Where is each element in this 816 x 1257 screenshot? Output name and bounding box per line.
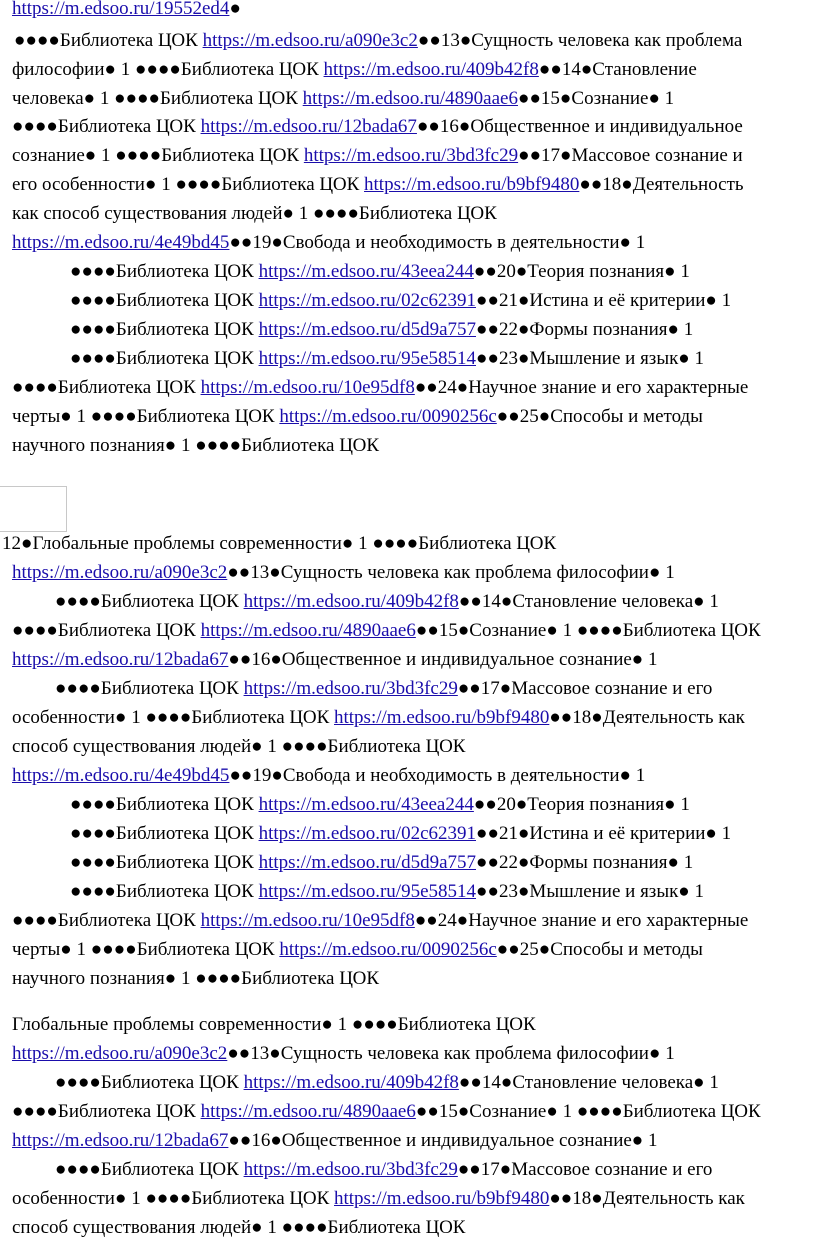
text-run: ●●17●Массовое сознание и (518, 145, 743, 166)
text-run: ●●13●Сущность человека как проблема философии● 1 (227, 562, 675, 583)
text-run: ●●25●Способы и методы (496, 406, 703, 427)
resource-link[interactable]: https://m.edsoo.ru/3bd3fc29 (303, 145, 519, 166)
resource-link[interactable]: https://m.edsoo.ru/d5d9a757 (258, 852, 476, 873)
text-line (0, 848, 816, 877)
text-run: ●●14●Становление человека● 1 (458, 591, 719, 612)
text-line (0, 199, 816, 228)
resource-link[interactable]: https://m.edsoo.ru/12bada67 (200, 116, 417, 137)
text-run: ●●22●Формы познания● 1 (476, 852, 694, 873)
resource-link[interactable]: https://m.edsoo.ru/19552ed4 (12, 0, 230, 19)
text-run: философии● 1 ●●●●Библиотека ЦОК (12, 59, 324, 80)
text-run: ●●15●Сознание● 1 ●●●●Библиотека ЦОК (415, 620, 761, 641)
text-line (0, 1126, 816, 1155)
resource-link[interactable]: https://m.edsoo.ru/4890aae6 (302, 88, 518, 109)
text-line (0, 935, 816, 964)
text-line (0, 819, 816, 848)
text-run: ●●●●Библиотека ЦОК (14, 30, 203, 51)
text-line (0, 170, 816, 199)
resource-link[interactable]: https://m.edsoo.ru/b9bf9480 (334, 707, 550, 728)
resource-link[interactable]: https://m.edsoo.ru/3bd3fc29 (243, 678, 458, 699)
text-run: ●●24●Научное знание и его характерные (414, 910, 749, 931)
text-run: ●●●●Библиотека ЦОК (12, 620, 201, 641)
text-line (0, 1039, 816, 1068)
text-run: ●●23●Мышление и язык● 1 (476, 881, 705, 902)
text-run: ●●25●Способы и методы (496, 939, 703, 960)
text-line (0, 587, 816, 616)
text-run: 12●Глобальные проблемы современности● 1 ●●●●Библиотека ЦОК (2, 533, 557, 554)
text-line (0, 761, 816, 790)
text-line (0, 1184, 816, 1213)
text-line (0, 732, 816, 761)
resource-link[interactable]: https://m.edsoo.ru/409b42f8 (243, 591, 459, 612)
text-run: научного познания● 1 ●●●●Библиотека ЦОК (12, 968, 380, 989)
resource-link[interactable]: https://m.edsoo.ru/43eea244 (258, 261, 474, 282)
text-run: ●●16●Общественное и индивидуальное (416, 116, 743, 137)
resource-link[interactable]: https://m.edsoo.ru/95e58514 (258, 348, 476, 369)
resource-link[interactable]: https://m.edsoo.ru/43eea244 (258, 794, 474, 815)
text-run: ●●●●Библиотека ЦОК (12, 910, 201, 931)
text-run: ●●●●Библиотека ЦОК (70, 319, 259, 340)
text-line (0, 344, 816, 373)
text-run: ●●●●Библиотека ЦОК (55, 591, 244, 612)
text-run: ●●14●Становление (538, 59, 697, 80)
resource-link[interactable]: https://m.edsoo.ru/4e49bd45 (12, 765, 230, 786)
resource-link[interactable]: https://m.edsoo.ru/0090256c (279, 939, 497, 960)
resource-link[interactable]: https://m.edsoo.ru/409b42f8 (323, 59, 539, 80)
text-line (0, 55, 816, 84)
text-run: ●●21●Истина и её критерии● 1 (476, 290, 732, 311)
text-line (0, 558, 816, 587)
text-run: человека● 1 ●●●●Библиотека ЦОК (12, 88, 303, 109)
text-run: ●●13●Сущность человека как проблема (417, 30, 743, 51)
text-line (0, 228, 816, 257)
text-line (0, 26, 816, 55)
text-line (0, 703, 816, 732)
text-line (0, 0, 816, 23)
resource-link[interactable]: https://m.edsoo.ru/12bada67 (12, 649, 229, 670)
text-run: ●●●●Библиотека ЦОК (12, 116, 201, 137)
text-run: ●●●●Библиотека ЦОК (70, 823, 259, 844)
text-run: сознание● 1 ●●●●Библиотека ЦОК (12, 145, 304, 166)
text-run: ●●16●Общественное и индивидуальное сознание● 1 (228, 1130, 658, 1151)
text-run: научного познания● 1 ●●●●Библиотека ЦОК (12, 435, 380, 456)
text-line (0, 645, 816, 674)
text-run: особенности● 1 ●●●●Библиотека ЦОК (12, 707, 334, 728)
text-run: ●●●●Библиотека ЦОК (70, 881, 259, 902)
text-run: его особенности● 1 ●●●●Библиотека ЦОК (12, 174, 365, 195)
text-run: ●●21●Истина и её критерии● 1 (476, 823, 732, 844)
resource-link[interactable]: https://m.edsoo.ru/b9bf9480 (334, 1188, 550, 1209)
text-line (0, 964, 816, 993)
resource-link[interactable]: https://m.edsoo.ru/95e58514 (258, 881, 476, 902)
text-line (0, 286, 816, 315)
resource-link[interactable]: https://m.edsoo.ru/02c62391 (258, 823, 476, 844)
text-line (0, 431, 816, 460)
resource-link[interactable]: https://m.edsoo.ru/a090e3c2 (12, 1043, 228, 1064)
text-run: ●●19●Свобода и необходимость в деятельности● 1 (229, 232, 646, 253)
text-run: ●●●●Библиотека ЦОК (55, 678, 244, 699)
text-line (0, 112, 816, 141)
text-line (0, 1010, 816, 1039)
text-run: ●●●●Библиотека ЦОК (70, 794, 259, 815)
text-run: ●●24●Научное знание и его характерные (414, 377, 749, 398)
text-run: ●●●●Библиотека ЦОК (12, 377, 201, 398)
text-line (0, 674, 816, 703)
text-run: ●●13●Сущность человека как проблема философии● 1 (227, 1043, 675, 1064)
resource-link[interactable]: https://m.edsoo.ru/10e95df8 (200, 910, 415, 931)
text-line (0, 315, 816, 344)
text-run: ●●20●Теория познания● 1 (473, 794, 690, 815)
text-run: ●●18●Деятельность как (549, 1188, 745, 1209)
embedded-object-box (0, 486, 67, 532)
text-line (0, 1097, 816, 1126)
resource-link[interactable]: https://m.edsoo.ru/4890aae6 (200, 620, 416, 641)
text-line (0, 141, 816, 170)
text-line (0, 373, 816, 402)
text-run: ●●14●Становление человека● 1 (458, 1072, 719, 1093)
text-run: ●●19●Свобода и необходимость в деятельности● 1 (229, 765, 646, 786)
text-run: ●●20●Теория познания● 1 (473, 261, 690, 282)
text-line (0, 790, 816, 819)
text-run: способ существования людей● 1 ●●●●Библиотека ЦОК (12, 1217, 466, 1238)
text-run: ●●17●Массовое сознание и его (457, 678, 713, 699)
text-run: ●●●●Библиотека ЦОК (70, 261, 259, 282)
text-run: ● (229, 0, 241, 19)
text-run: ●●23●Мышление и язык● 1 (476, 348, 705, 369)
text-run: ●●18●Деятельность как (549, 707, 745, 728)
resource-link[interactable]: https://m.edsoo.ru/b9bf9480 (364, 174, 580, 195)
resource-link[interactable]: https://m.edsoo.ru/3bd3fc29 (243, 1159, 458, 1180)
resource-link[interactable]: https://m.edsoo.ru/4e49bd45 (12, 232, 230, 253)
text-run: ●●15●Сознание● 1 ●●●●Библиотека ЦОК (415, 1101, 761, 1122)
text-run: Глобальные проблемы современности● 1 ●●●●Библиотека ЦОК (12, 1014, 536, 1035)
text-run: ●●18●Деятельность (579, 174, 744, 195)
text-line (0, 1068, 816, 1097)
text-run: ●●22●Формы познания● 1 (476, 319, 694, 340)
resource-link[interactable]: https://m.edsoo.ru/02c62391 (258, 290, 476, 311)
resource-link[interactable]: https://m.edsoo.ru/4890aae6 (200, 1101, 416, 1122)
text-line (0, 84, 816, 113)
text-line (0, 257, 816, 286)
text-run: ●●●●Библиотека ЦОК (12, 1101, 201, 1122)
text-line (0, 1155, 816, 1184)
text-run: ●●●●Библиотека ЦОК (70, 348, 259, 369)
text-line (0, 877, 816, 906)
text-run: ●●●●Библиотека ЦОК (70, 290, 259, 311)
text-run: ●●16●Общественное и индивидуальное сознание● 1 (228, 649, 658, 670)
text-run: черты● 1 ●●●●Библиотека ЦОК (12, 406, 280, 427)
resource-link[interactable]: https://m.edsoo.ru/a090e3c2 (12, 562, 228, 583)
text-run: ●●●●Библиотека ЦОК (55, 1072, 244, 1093)
resource-link[interactable]: https://m.edsoo.ru/10e95df8 (200, 377, 415, 398)
text-run: черты● 1 ●●●●Библиотека ЦОК (12, 939, 280, 960)
text-run: способ существования людей● 1 ●●●●Библиотека ЦОК (12, 736, 466, 757)
text-line (0, 1213, 816, 1242)
text-run: ●●17●Массовое сознание и его (457, 1159, 713, 1180)
resource-link[interactable]: https://m.edsoo.ru/d5d9a757 (258, 319, 476, 340)
text-line (0, 616, 816, 645)
text-run: ●●15●Сознание● 1 (517, 88, 675, 109)
text-run: как способ существования людей● 1 ●●●●Библиотека ЦОК (12, 203, 497, 224)
text-run: ●●●●Библиотека ЦОК (70, 852, 259, 873)
text-line (0, 906, 816, 935)
resource-link[interactable]: https://m.edsoo.ru/a090e3c2 (202, 30, 418, 51)
text-line (0, 402, 816, 431)
resource-link[interactable]: https://m.edsoo.ru/12bada67 (12, 1130, 229, 1151)
text-run: ●●●●Библиотека ЦОК (55, 1159, 244, 1180)
resource-link[interactable]: https://m.edsoo.ru/0090256c (279, 406, 497, 427)
text-run: особенности● 1 ●●●●Библиотека ЦОК (12, 1188, 334, 1209)
resource-link[interactable]: https://m.edsoo.ru/409b42f8 (243, 1072, 459, 1093)
text-line (0, 529, 816, 558)
